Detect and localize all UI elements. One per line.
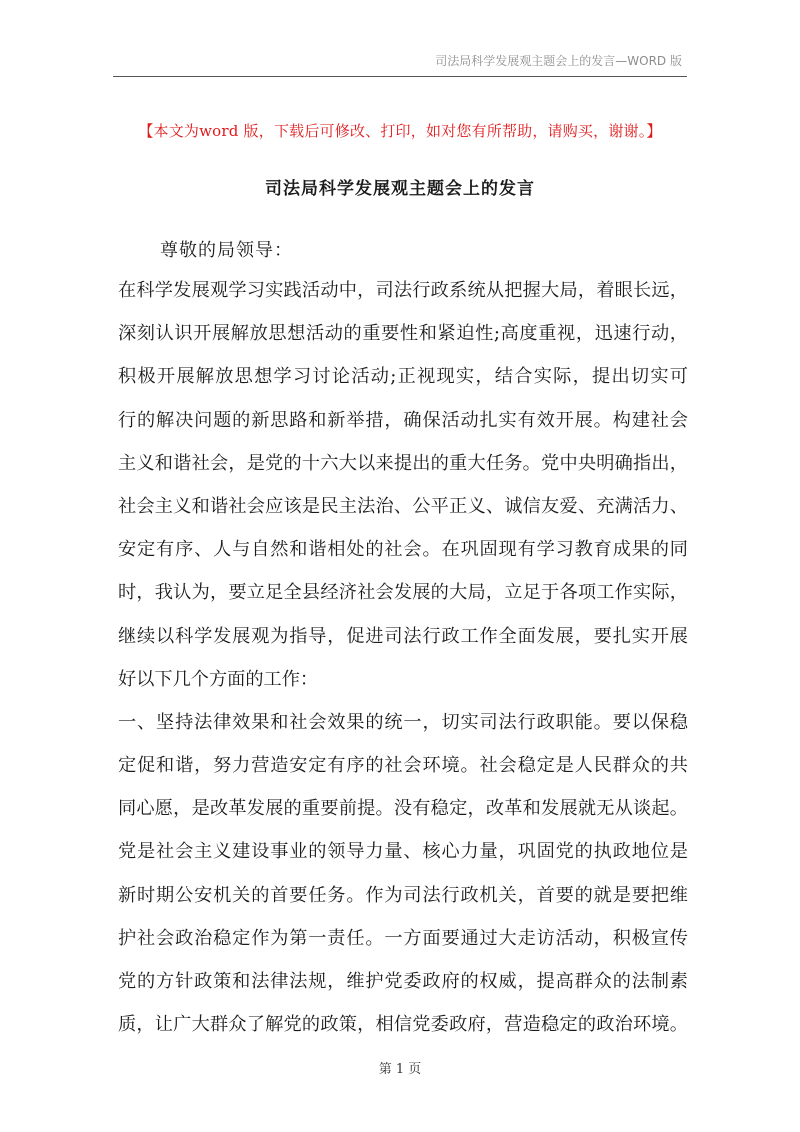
body-line: 定促和谐，努力营造安定有序的社会环境。社会稳定是人民群众的共 xyxy=(118,755,688,777)
body-line: 在科学发展观学习实践活动中，司法行政系统从把握大局，着眼长远， xyxy=(118,280,688,301)
body-line: 时，我认为，要立足全县经济社会发展的大局，立足于各项工作实际， xyxy=(118,582,688,604)
document-title: 司法局科学发展观主题会上的发言 xyxy=(265,179,535,199)
body-line: 党是社会主义建设事业的领导力量、核心力量，巩固党的执政地位是 xyxy=(118,841,688,863)
body-line: 好以下几个方面的工作： xyxy=(118,668,319,690)
body-line: 新时期公安机关的首要任务。作为司法行政机关，首要的就是要把维 xyxy=(118,884,688,906)
body-line: 同心愿，是改革发展的重要前提。没有稳定，改革和发展就无从谈起。 xyxy=(118,798,688,820)
body-line: 深刻认识开展解放思想活动的重要性和紧迫性;高度重视，迅速行动， xyxy=(118,323,688,345)
header-divider xyxy=(113,76,687,77)
body-line: 继续以科学发展观为指导，促进司法行政工作全面发展，要扎实开展 xyxy=(118,625,688,647)
page-number: 第 1 页 xyxy=(378,1062,422,1077)
body-line: 安定有序、人与自然和谐相处的社会。在巩固现有学习教育成果的同 xyxy=(118,539,688,561)
document-body xyxy=(118,276,688,1053)
running-header: 司法局科学发展观主题会上的发言—WORD 版 xyxy=(435,54,682,68)
body-line: 质，让广大群众了解党的政策，相信党委政府，营造稳定的政治环境。 xyxy=(118,1014,688,1036)
body-line: 党的方针政策和法律法规，维护党委政府的权威，提高群众的法制素 xyxy=(118,971,688,992)
body-line: 护社会政治稳定作为第一责任。一方面要通过大走访活动，积极宣传 xyxy=(118,927,688,949)
salutation: 尊敬的局领导： xyxy=(160,240,293,261)
word-version-notice: 【本文为word 版，下载后可修改、打印，如对您有所帮助，请购买，谢谢。】 xyxy=(138,122,662,140)
body-line: 一、坚持法律效果和社会效果的统一，切实司法行政职能。要以保稳 xyxy=(118,711,688,733)
body-line: 主义和谐社会，是党的十六大以来提出的重大任务。党中央明确指出， xyxy=(118,452,688,474)
body-line: 行的解决问题的新思路和新举措，确保活动扎实有效开展。构建社会 xyxy=(118,409,688,431)
body-line: 积极开展解放思想学习讨论活动;正视现实，结合实际，提出切实可 xyxy=(118,366,688,388)
body-line: 社会主义和谐社会应该是民主法治、公平正义、诚信友爱、充满活力、 xyxy=(118,495,688,517)
